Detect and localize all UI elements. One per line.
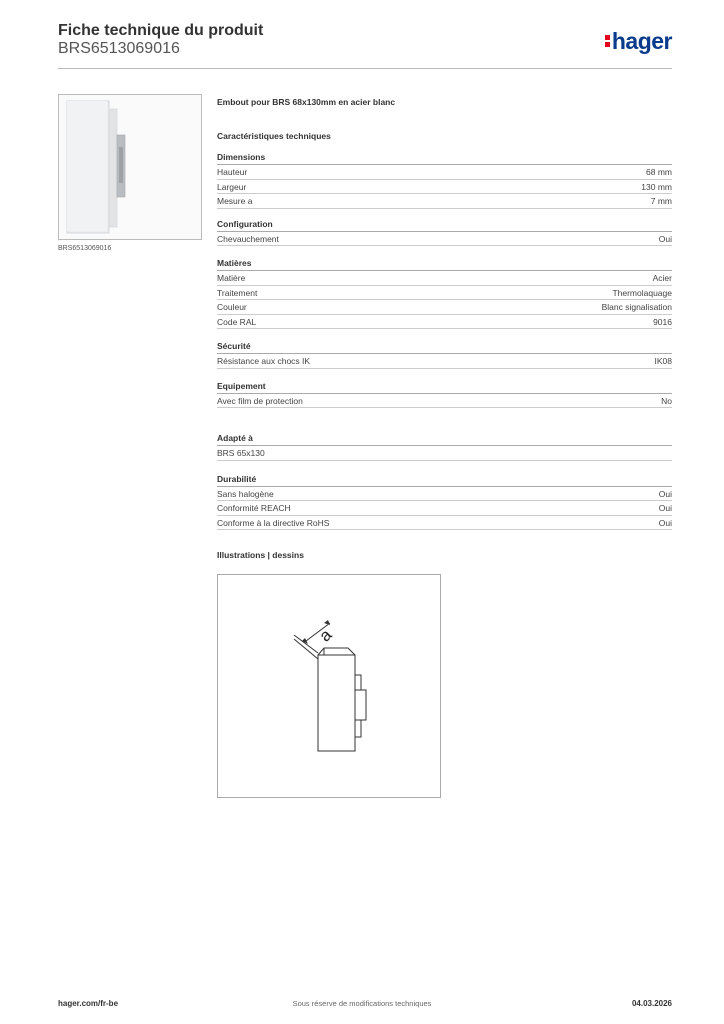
spec-row bbox=[217, 194, 672, 209]
spec-row bbox=[217, 394, 672, 409]
dimension-label-a: a bbox=[315, 625, 336, 646]
spec-row bbox=[217, 315, 672, 330]
section-title: Durabilité bbox=[217, 472, 672, 487]
footer-website[interactable]: hager.com/fr-be bbox=[58, 999, 119, 1008]
header-divider bbox=[58, 68, 672, 69]
spec-label: Conforme à la directive RoHS bbox=[217, 517, 330, 528]
product-description: Embout pour BRS 68x130mm en acier blanc bbox=[217, 97, 396, 107]
specifications bbox=[217, 96, 672, 562]
page-title: Fiche technique du produit bbox=[58, 22, 264, 39]
spec-row bbox=[217, 180, 672, 195]
section-dimensions bbox=[217, 150, 672, 209]
spec-value: Oui bbox=[658, 517, 672, 528]
spec-value: Oui bbox=[658, 233, 672, 244]
footer-notice: Sous réserve de modifications techniques bbox=[292, 999, 432, 1008]
section-title: Equipement bbox=[217, 379, 672, 394]
spec-label: Avec film de protection bbox=[217, 395, 303, 406]
spec-value: Oui bbox=[658, 503, 672, 513]
spec-row bbox=[217, 501, 672, 516]
product-code: BRS6513069016 bbox=[58, 40, 180, 57]
section-title: Configuration bbox=[217, 217, 672, 232]
spec-row bbox=[217, 487, 672, 502]
spec-label: Mesure a bbox=[217, 196, 253, 206]
spec-row bbox=[217, 286, 672, 301]
spec-label: Hauteur bbox=[217, 167, 248, 177]
spec-value: 130 mm bbox=[641, 181, 672, 192]
spec-label: Sans halogène bbox=[217, 488, 274, 499]
spec-label: Chevauchement bbox=[217, 233, 279, 244]
spec-row bbox=[217, 300, 672, 315]
section-materials bbox=[217, 256, 672, 329]
spec-label: Largeur bbox=[217, 181, 247, 192]
spec-value: Acier bbox=[652, 273, 672, 283]
end-cap-drawing-icon bbox=[218, 575, 440, 797]
photo-caption: BRS6513069016 bbox=[58, 245, 112, 252]
footer-date: 04.03.2026 bbox=[631, 999, 672, 1008]
spec-label: Couleur bbox=[217, 302, 247, 312]
spec-row bbox=[217, 516, 672, 531]
hager-logo[interactable]: hager bbox=[605, 28, 672, 55]
spec-value: Oui bbox=[658, 488, 672, 499]
section-title: Matières bbox=[217, 256, 672, 271]
spec-value: No bbox=[661, 395, 672, 406]
section-security bbox=[217, 339, 672, 369]
tech-heading: Caractéristiques techniques bbox=[217, 131, 331, 141]
spec-row bbox=[217, 165, 672, 180]
section-configuration bbox=[217, 217, 672, 247]
spec-row bbox=[217, 354, 672, 369]
section-title: Sécurité bbox=[217, 339, 672, 354]
spec-label: Résistance aux chocs IK bbox=[217, 356, 311, 366]
illustrations-title: Illustrations | dessins bbox=[217, 550, 304, 560]
spec-value: IK08 bbox=[654, 356, 672, 366]
section-equipment bbox=[217, 379, 672, 409]
spec-label: Conformité REACH bbox=[217, 503, 291, 513]
spec-label: Matière bbox=[217, 273, 246, 283]
section-title: Adapté à bbox=[217, 431, 672, 446]
logo-dots-icon bbox=[605, 34, 611, 48]
spec-label: Code RAL bbox=[217, 316, 257, 327]
spec-value: Thermolaquage bbox=[612, 287, 672, 298]
spec-label: Traitement bbox=[217, 287, 258, 298]
product-photo bbox=[58, 94, 202, 240]
section-title: Dimensions bbox=[217, 150, 672, 165]
spec-row bbox=[217, 232, 672, 247]
spec-row bbox=[217, 271, 672, 286]
spec-row bbox=[217, 446, 672, 461]
end-cap-photo-icon bbox=[59, 95, 201, 239]
spec-value: 7 mm bbox=[650, 196, 672, 206]
spec-value: 68 mm bbox=[646, 167, 672, 177]
section-adapted-to bbox=[217, 431, 672, 461]
spec-value: Blanc signalisation bbox=[601, 302, 672, 312]
spec-label: BRS 65x130 bbox=[217, 448, 265, 458]
spec-value: 9016 bbox=[653, 316, 672, 327]
section-durability bbox=[217, 472, 672, 531]
technical-drawing bbox=[217, 574, 441, 798]
